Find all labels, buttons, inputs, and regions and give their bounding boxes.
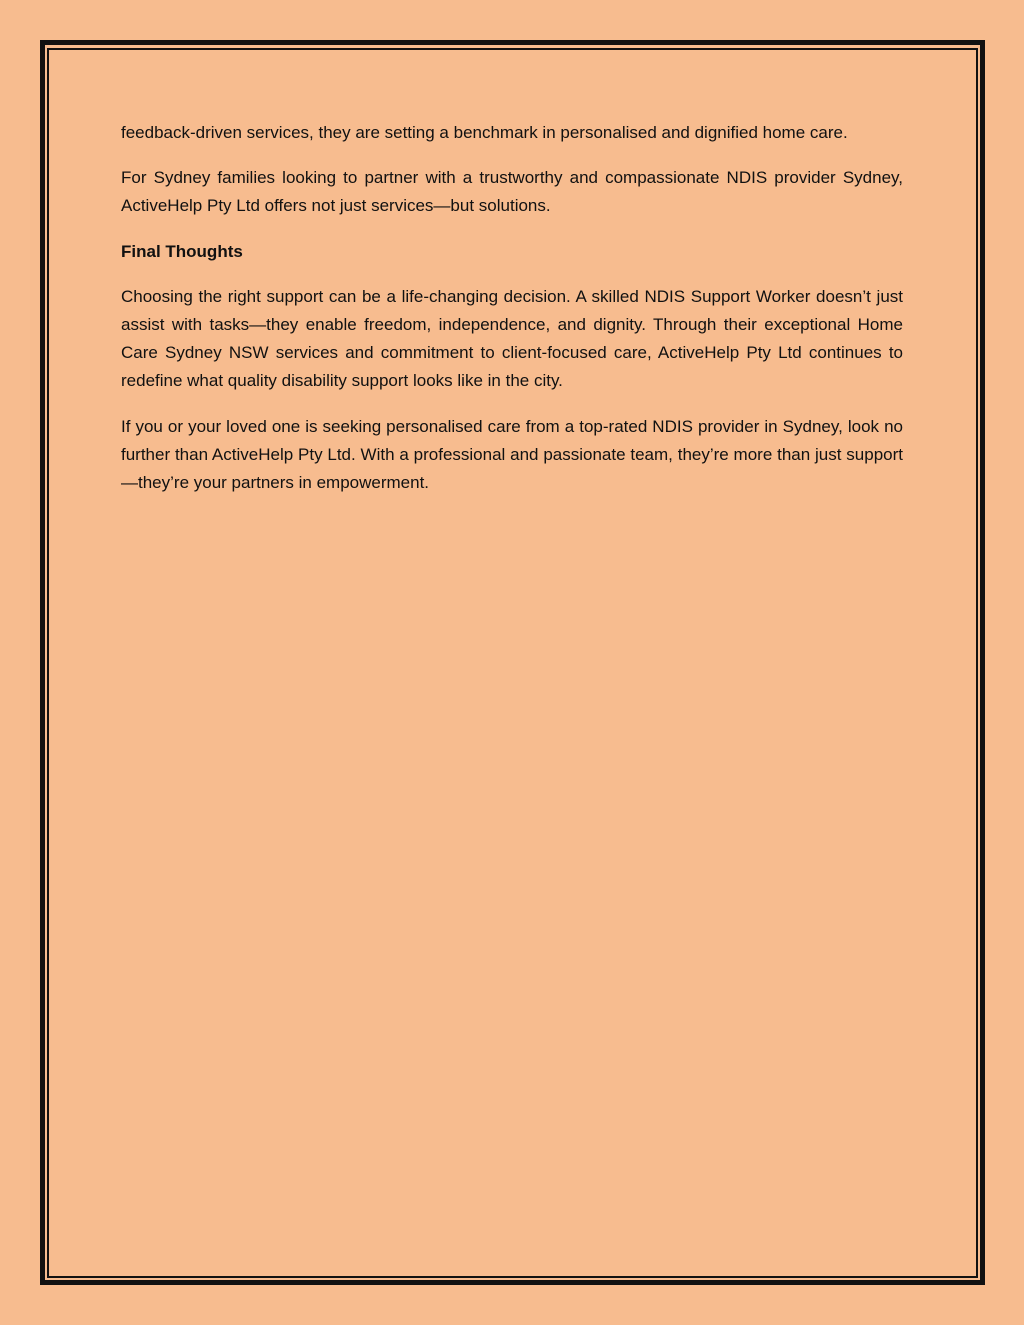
section-heading-final-thoughts: Final Thoughts xyxy=(121,241,243,261)
paragraph-sydney-families: For Sydney families looking to partner with a trustworthy and compassionate NDIS provider Sydney, ActiveHelp Pty Ltd offers not just services—but solutions. xyxy=(121,168,903,216)
document-body xyxy=(121,119,903,514)
paragraph-continuation: feedback-driven services, they are setting a benchmark in personalised and dignified home care. xyxy=(121,123,848,142)
paragraph-closing: If you or your loved one is seeking personalised care from a top-rated NDIS provider in Sydney, look no further than ActiveHelp Pty Ltd. With a professional and passionate team, they’re more than just support—they’re your partners in empowerment. xyxy=(121,416,903,493)
paragraph-choosing-support: Choosing the right support can be a life-changing decision. A skilled NDIS Support Worker doesn’t just assist with tasks—they enable freedom, independence, and dignity. Through their exceptional Home Care Sydney NSW services and commitment to client-focused care, ActiveHelp Pty Ltd continues to redefine what quality disability support looks like in the city. xyxy=(121,286,903,391)
